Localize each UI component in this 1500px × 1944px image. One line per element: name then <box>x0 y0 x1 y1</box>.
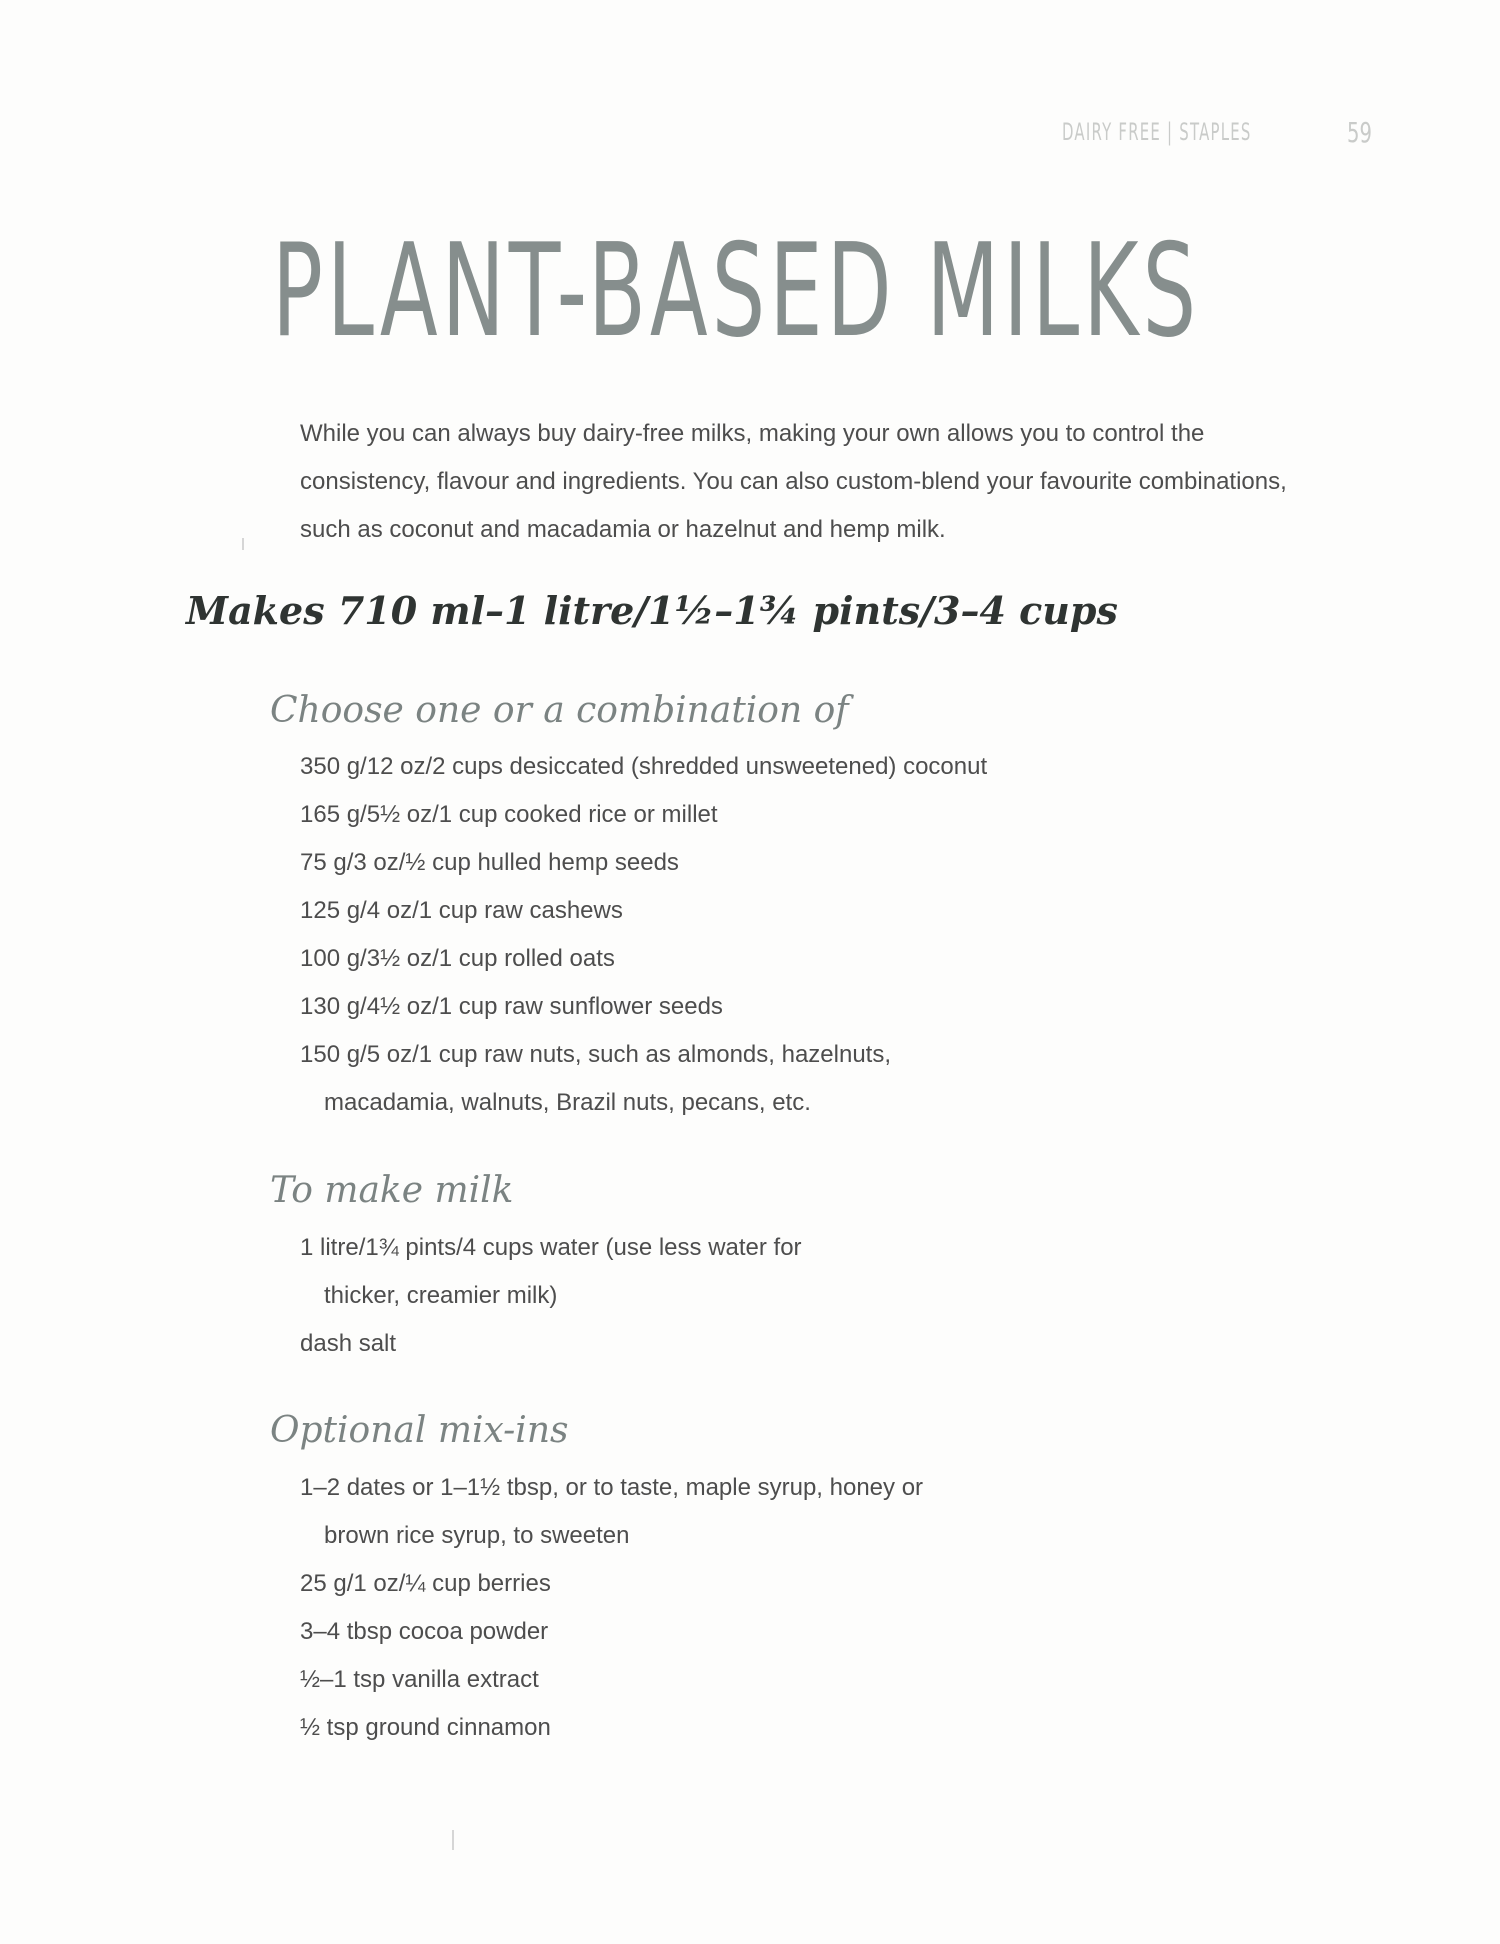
list-item: 25 g/1 oz/¼ cup berries <box>300 1570 551 1597</box>
list-item: 165 g/5½ oz/1 cup cooked rice or millet <box>300 801 718 828</box>
list-item: 1 litre/1¾ pints/4 cups water (use less water for thicker, creamier milk) <box>300 1234 802 1309</box>
list-item: 350 g/12 oz/2 cups desiccated (shredded unsweetened) coconut <box>300 753 988 780</box>
list-item: 130 g/4½ oz/1 cup raw sunflower seeds <box>300 993 723 1020</box>
intro-paragraph: While you can always buy dairy-free milks, making your own allows you to control the consistency, flavour and ingredients. You can also custom-blend your favourite combinations, such as coconut and macadamia or hazelnut and hemp milk. <box>300 420 1287 543</box>
scan-mark <box>242 538 244 550</box>
running-head: DAIRY FREE | STAPLES <box>1062 118 1252 146</box>
ingredient-list-mix-ins <box>300 1464 1200 1752</box>
list-item: 1–2 dates or 1–1½ tbsp, or to taste, maple syrup, honey or brown rice syrup, to sweeten <box>300 1474 924 1549</box>
list-item: 100 g/3½ oz/1 cup rolled oats <box>300 945 615 972</box>
list-item: 3–4 tbsp cocoa powder <box>300 1618 549 1645</box>
list-item: 125 g/4 oz/1 cup raw cashews <box>300 897 623 924</box>
list-item: dash salt <box>300 1330 397 1357</box>
ingredient-list-base <box>300 743 1200 1127</box>
page-title: PLANT-BASED MILKS <box>272 217 1201 366</box>
section-heading-mix-ins: Optional mix-ins <box>270 1410 569 1451</box>
list-item: ½ tsp ground cinnamon <box>300 1714 551 1741</box>
list-item: 150 g/5 oz/1 cup raw nuts, such as almonds, hazelnuts, macadamia, walnuts, Brazil nuts, pecans, etc. <box>300 1041 892 1116</box>
scan-mark <box>452 1830 454 1850</box>
ingredient-list-liquid <box>300 1224 1200 1368</box>
section-heading-make-milk: To make milk <box>270 1170 514 1211</box>
page-number: 59 <box>1347 116 1372 149</box>
section-heading-choose: Choose one or a combination of <box>270 690 849 731</box>
list-item: ½–1 tsp vanilla extract <box>300 1666 539 1693</box>
recipe-yield: Makes 710 ml–1 litre/1½–1¾ pints/3–4 cups <box>186 588 1118 633</box>
list-item: 75 g/3 oz/½ cup hulled hemp seeds <box>300 849 679 876</box>
